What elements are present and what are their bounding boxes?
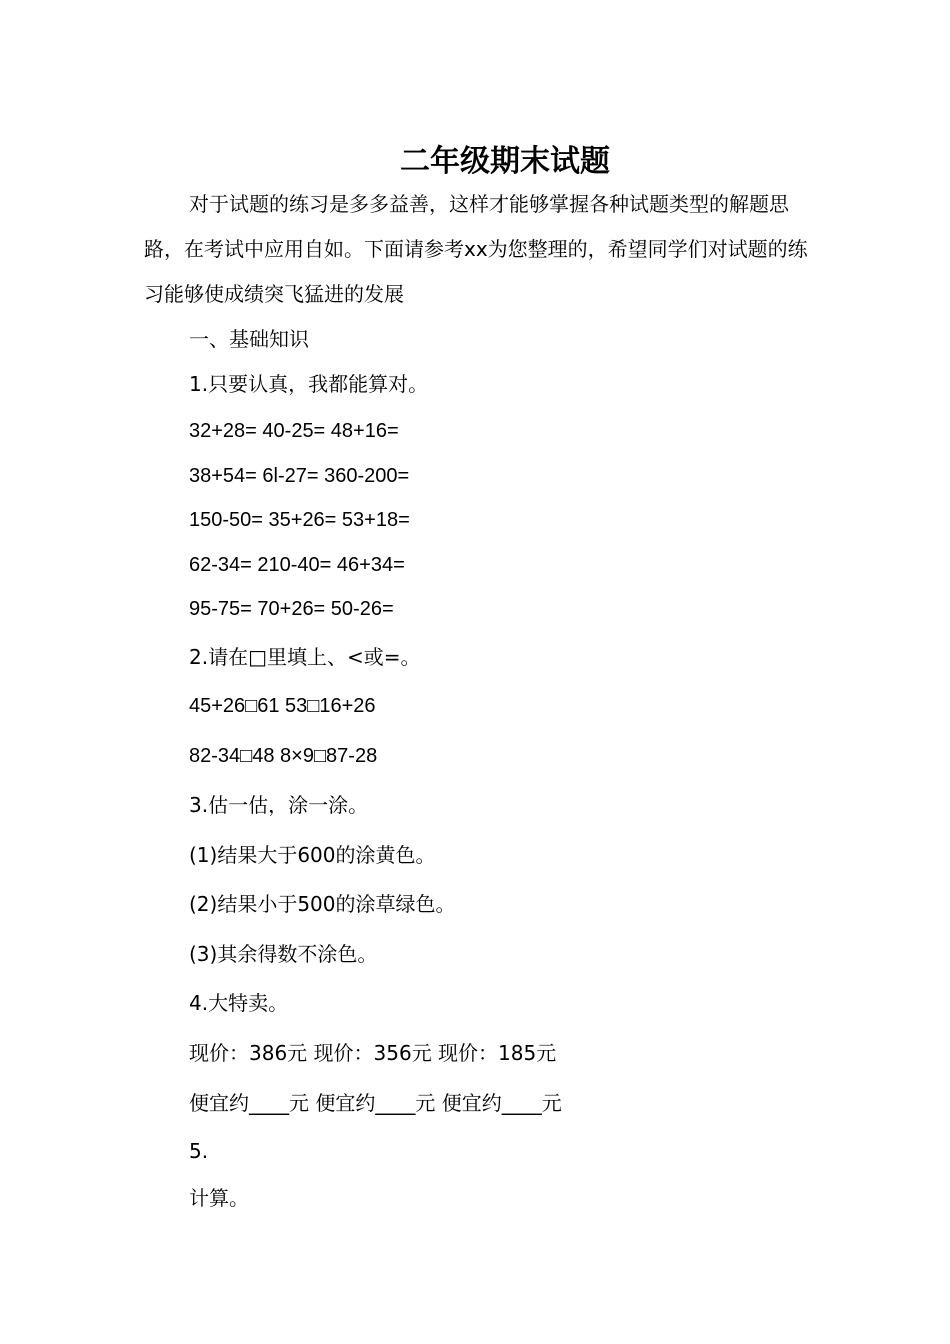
question-3-item-3: (3)其余得数不涂色。 bbox=[189, 942, 378, 966]
question-4-title: 4.大特卖。 bbox=[189, 991, 289, 1015]
question-3-title: 3.估一估，涂一涂。 bbox=[189, 793, 369, 817]
question-5-number: 5. bbox=[189, 1139, 209, 1163]
arithmetic-row-2: 38+54= 6l-27= 360-200= bbox=[189, 465, 410, 487]
question-2-title: 2.请在□里填上、<或=。 bbox=[189, 645, 421, 669]
arithmetic-row-3: 150-50= 35+26= 53+18= bbox=[189, 509, 410, 531]
discount-blanks-row: 便宜约____元 便宜约____元 便宜约____元 bbox=[189, 1091, 562, 1115]
arithmetic-row-1: 32+28= 40-25= 48+16= bbox=[189, 420, 399, 442]
comparison-row-2: 82-34□48 8×9□87-28 bbox=[189, 745, 378, 767]
section-heading-basics: 一、基础知识 bbox=[189, 327, 309, 351]
comparison-row-1: 45+26□61 53□16+26 bbox=[189, 695, 376, 717]
intro-paragraph: 对于试题的练习是多多益善，这样才能够掌握各种试题类型的解题思路，在考试中应用自如。下面请参考xx为您整理的，希望同学们对试题的练习能够使成绩突飞猛进的发展 bbox=[144, 192, 808, 306]
question-5-title: 计算。 bbox=[189, 1186, 249, 1210]
arithmetic-row-4: 62-34= 210-40= 46+34= bbox=[189, 554, 405, 576]
sale-prices-row: 现价：386元 现价：356元 现价：185元 bbox=[189, 1041, 557, 1065]
arithmetic-row-5: 95-75= 70+26= 50-26= bbox=[189, 598, 394, 620]
question-3-item-2: (2)结果小于500的涂草绿色。 bbox=[189, 892, 456, 916]
document-title: 二年级期末试题 bbox=[400, 144, 610, 180]
question-3-item-1: (1)结果大于600的涂黄色。 bbox=[189, 843, 436, 867]
question-1-title: 1.只要认真，我都能算对。 bbox=[189, 372, 429, 396]
